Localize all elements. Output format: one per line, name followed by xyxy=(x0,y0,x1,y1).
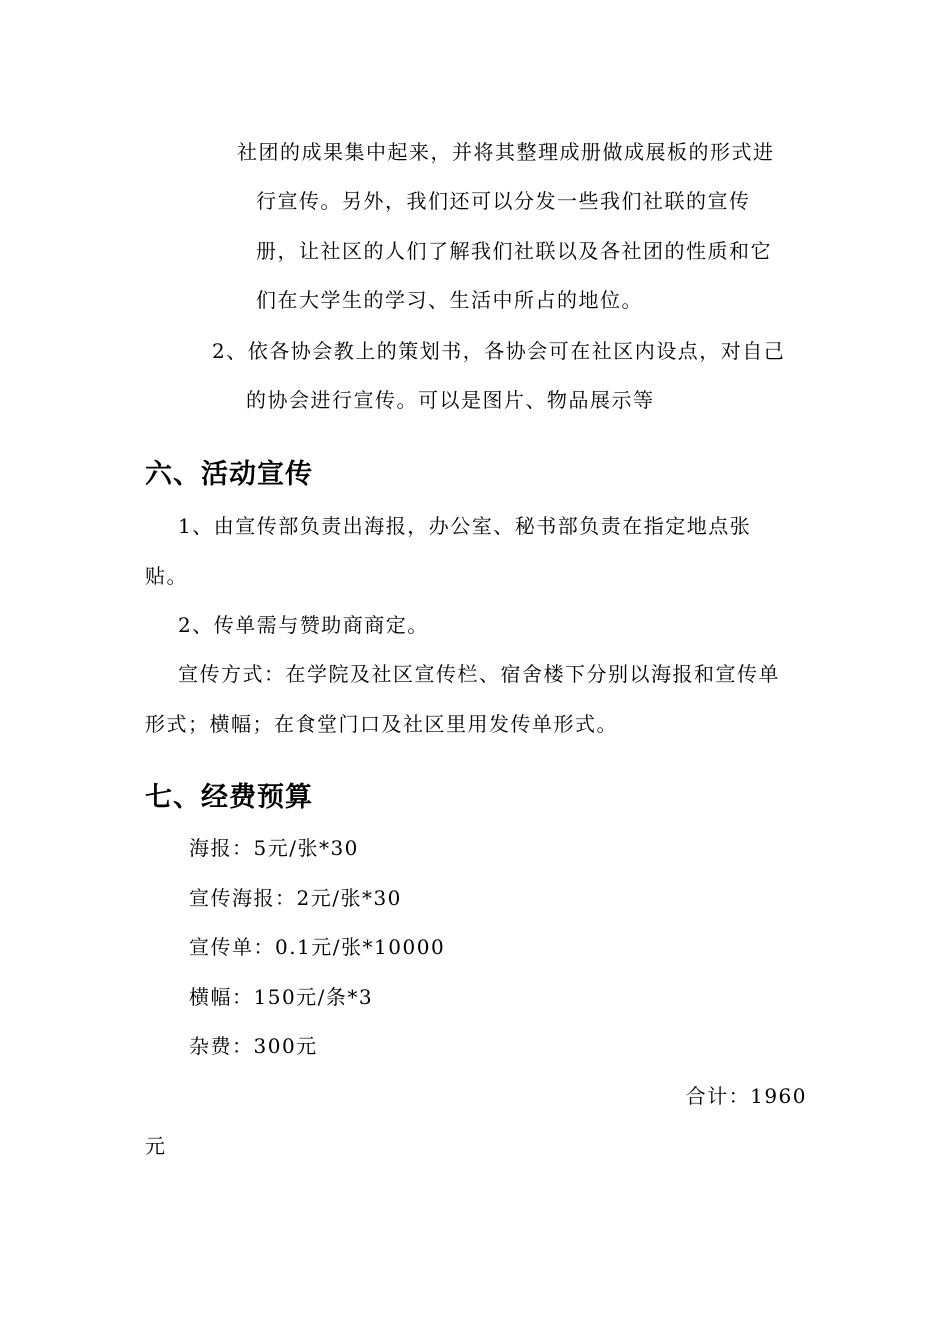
item2-line-2: 的协会进行宣传。可以是图片、物品展示等 xyxy=(246,388,655,412)
section-six-p1-line-2: 贴。 xyxy=(145,564,188,588)
section-six-p3-line-1: 宣传方式：在学院及社区宣传栏、宿舍楼下分别以海报和宣传单 xyxy=(178,662,780,686)
intro-line-1: 社团的成果集中起来，并将其整理成册做成展板的形式进 xyxy=(237,140,775,164)
item2-line-1: 2、依各协会教上的策划书，各协会可在社区内设点，对自己 xyxy=(212,339,786,363)
budget-item: 宣传单：0.1元/张*10000 xyxy=(189,935,446,959)
budget-item: 海报：5元/张*30 xyxy=(189,836,359,860)
section-seven-heading: 七、经费预算 xyxy=(145,782,313,813)
budget-total-line-1: 合计：1960 xyxy=(685,1084,807,1108)
section-six-p1-line-1: 1、由宣传部负责出海报，办公室、秘书部负责在指定地点张 xyxy=(178,514,752,538)
intro-line-3: 册，让社区的人们了解我们社联以及各社团的性质和它 xyxy=(256,239,772,263)
intro-line-2: 行宣传。另外，我们还可以分发一些我们社联的宣传 xyxy=(256,189,751,213)
budget-total-line-2: 元 xyxy=(145,1134,167,1158)
section-six-p3-line-2: 形式；横幅；在食堂门口及社区里用发传单形式。 xyxy=(145,712,618,736)
section-six-heading: 六、活动宣传 xyxy=(145,459,313,490)
budget-item: 杂费：300元 xyxy=(189,1034,318,1058)
intro-line-4: 们在大学生的学习、生活中所占的地位。 xyxy=(256,288,643,312)
budget-item: 宣传海报：2元/张*30 xyxy=(189,886,402,910)
budget-item: 横幅：150元/条*3 xyxy=(189,985,374,1009)
section-six-p2: 2、传单需与赞助商商定。 xyxy=(178,613,429,637)
